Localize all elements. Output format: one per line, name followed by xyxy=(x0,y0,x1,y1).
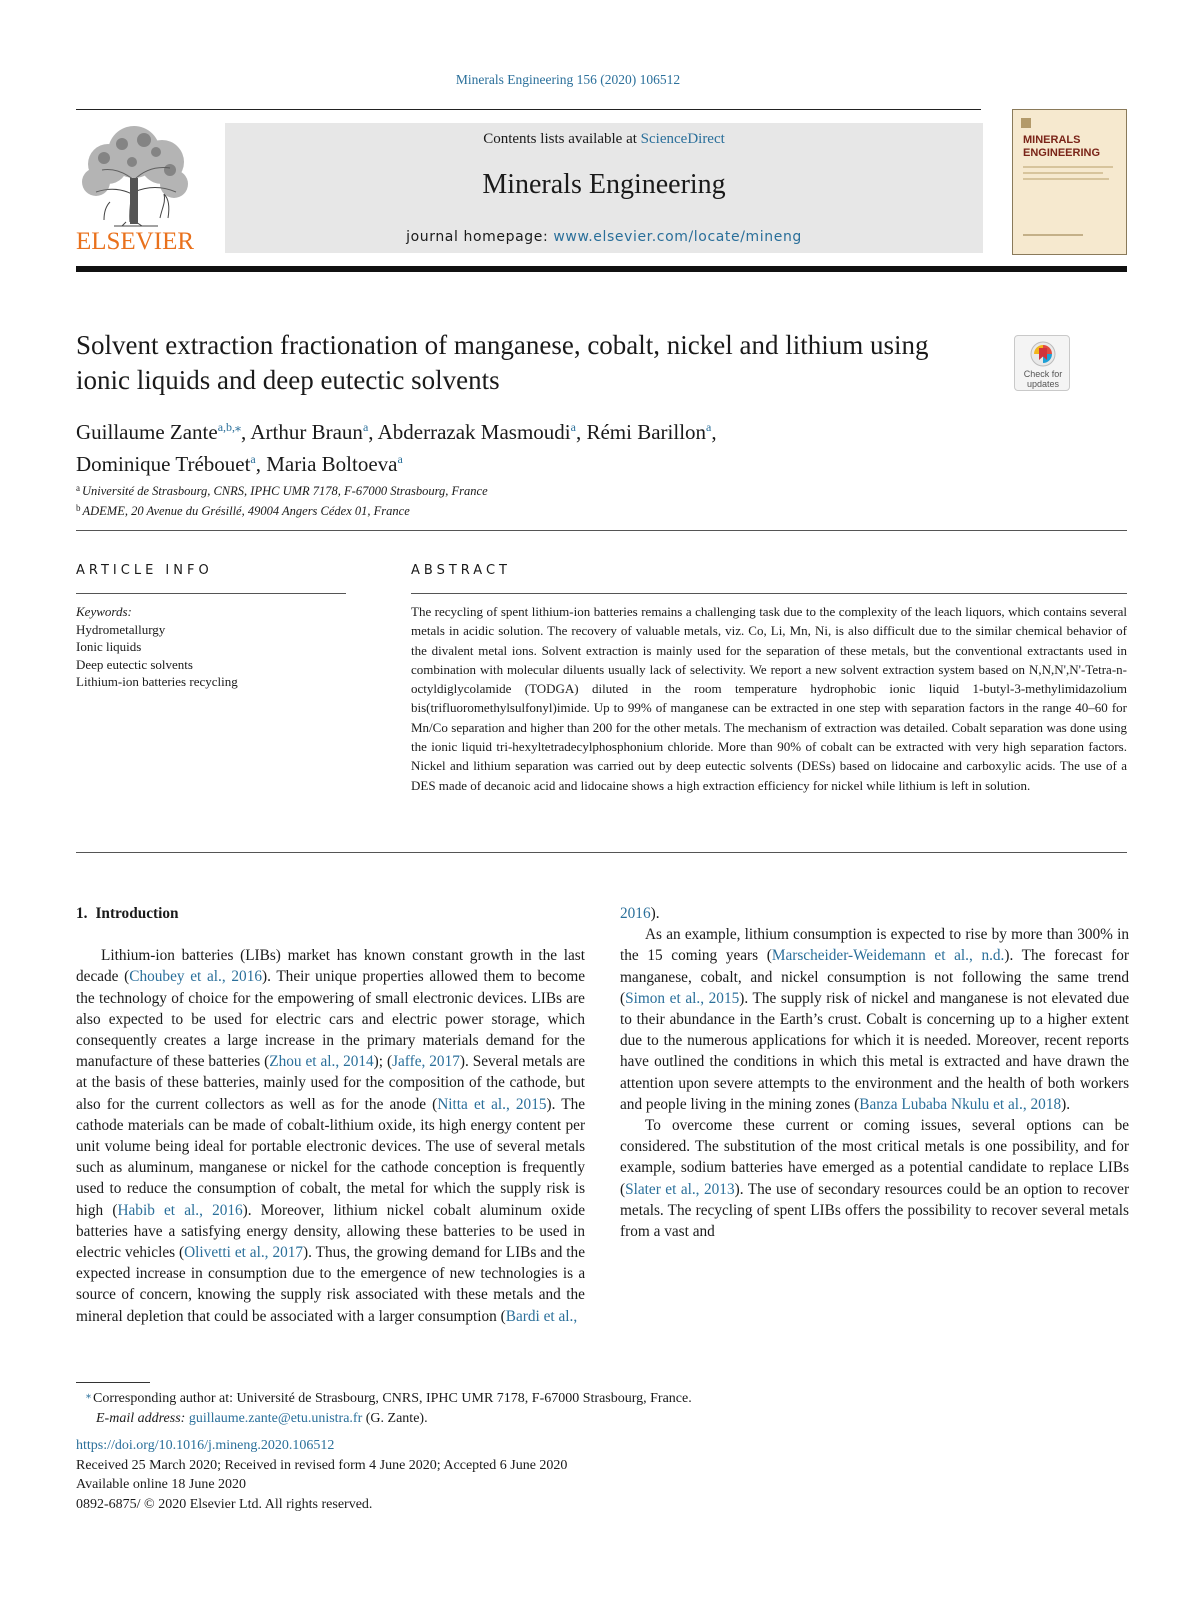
author[interactable]: Rémi Barillon$^a$ xyxy=(586,420,712,444)
affiliation: $^b$ ADEME, 20 Avenue du Grésillé, 49004 Angers Cédex 01, France xyxy=(76,503,410,518)
citation-link[interactable]: 2016 xyxy=(620,905,651,922)
body-text: ). Several metals are at the basis of these batteries, mainly used for the composition of the cathode, but also for the current collectors as well as for the anode ( xyxy=(76,1053,586,1113)
citation-link[interactable]: Habib et al., 2016 xyxy=(117,1201,243,1219)
citation-link[interactable]: Jaffe, 2017 xyxy=(392,1053,460,1071)
author[interactable]: Arthur Braun$^a$ xyxy=(250,420,369,444)
body-paragraph xyxy=(76,945,585,1327)
publication-info xyxy=(76,1436,976,1514)
check-updates-icon xyxy=(1030,341,1056,369)
elsevier-wordmark: ELSEVIER xyxy=(75,228,195,255)
affiliation: $^a$ Université de Strasbourg, CNRS, IPHC UMR 7178, F-67000 Strasbourg, France xyxy=(76,483,488,498)
body-text: ). The use of secondary resources could be an option to recover metals. The recycling of spent LIBs offers the possibility to recover several metals from a vast and xyxy=(620,1180,1130,1241)
email-owner: (G. Zante). xyxy=(365,1410,428,1426)
journal-cover-thumbnail[interactable] xyxy=(1012,109,1127,255)
affiliations xyxy=(76,480,976,520)
keyword: Ionic liquids xyxy=(76,639,142,654)
footnote-email-line xyxy=(76,1409,976,1429)
abstract-text: The recycling of spent lithium-ion batteries remains a challenging task due to the complexity of the leach liquors, which contains several metals in acidic solution. The recovery of valuable metals, viz. Co, Li, Mn, Ni, is also difficult due to the similar chemical behavior of the divalent metal ions. Solvent extraction is mainly used for the separation of these metals, but the conventional extractants used in combination with molecular diluents usually lack of selectivity. We report a new solvent extraction system based on N,N,N',N'-Tetra-n-octyldiglycolamide (TODGA) diluted in the room temperature hydrophobic ionic liquid 1-butyl-3-methylimidazolium bis(trifluoromethylsulfonyl)imide. Up to 99% of manganese can be extracted in one step with separation factors in the range 40–60 for Mn/Co separation and higher than 200 for the other metals. The mechanism of extraction was detailed. Cobalt separation was done using the ionic liquid tri-hexyltetradecylphosphonium chloride. More than 90% of cobalt can be extracted with very high separation factors. Nickel and lithium separation was carried out by deep eutectic solvents (DESs) based on lidocaine and carboxylic acids. The use of a DES made of decanoic acid and lidocaine shows a high extraction efficiency for nickel while lithium is left in solution. xyxy=(411,604,1127,793)
body-text: ). The forecast for manganese, cobalt, and nickel consumption is not following the same trend ( xyxy=(620,947,1130,1007)
citation-link[interactable]: Slater et al., 2013 xyxy=(625,1180,735,1198)
corresponding-author-footnote xyxy=(76,1386,976,1428)
body-column-right xyxy=(620,903,1129,1242)
journal-homepage-link[interactable]: www.elsevier.com/locate/mineng xyxy=(553,229,802,245)
keywords-list xyxy=(76,603,346,691)
section-heading-introduction: 1. Introduction xyxy=(76,905,179,922)
body-text: ). Thus, the growing demand for LIBs and the expected increase in consumption due to the emergence of new technologies is a source of concern, knowing the supply risk associated with these metals and the mineral depletion that could be associated with a larger consumption ( xyxy=(76,1244,586,1325)
author-affiliation-sup: a xyxy=(250,452,256,466)
article-info-heading: ARTICLE INFO xyxy=(76,563,213,578)
masthead-thick-rule xyxy=(76,266,1127,272)
citation-link[interactable]: Banza Lubaba Nkulu et al., 2018 xyxy=(859,1095,1062,1113)
check-for-updates-button[interactable] xyxy=(1014,335,1070,391)
homepage-prefix: journal homepage: xyxy=(406,229,549,245)
body-paragraph xyxy=(620,924,1129,1115)
citation-link[interactable]: Bardi et al., xyxy=(505,1307,578,1325)
citation-link[interactable]: Nitta et al., 2015 xyxy=(437,1095,547,1113)
elsevier-logo xyxy=(74,122,196,256)
author-affiliation-sup: a xyxy=(706,420,712,434)
contents-prefix: Contents lists available at xyxy=(483,131,637,147)
citation-link[interactable]: Zhou et al., 2014 xyxy=(269,1053,374,1071)
keyword: Lithium-ion batteries recycling xyxy=(76,674,238,689)
footnote-marker: ⁎ xyxy=(86,1390,91,1401)
body-text: ). Their unique properties allowed them to become the technology of choice for the empowering of small electronic devices. LIBs are also expected to be used for electric cars and electric power storage, which consequently creates a large increase in the primary materials demand for the manufacture of these batteries ( xyxy=(76,968,586,1071)
author-list: Guillaume Zante$^{a,b,⁎}$, Arthur Braun$^a$, Abderrazak Masmoudi$^a$, Rémi Barillon$^a$, Dominique Trébouet$^a$, Maria Boltoeva$^a$ xyxy=(76,420,717,476)
elsevier-tree-icon xyxy=(74,122,196,256)
cover-line xyxy=(1023,172,1103,174)
body-text: ). The supply risk of nickel and manganese is not elevated due to their abundance in the Earth’s crust. Cobalt is concerning up to a higher extent due to the numerous applications for which it is needed. Moreover, recent reports have outlined the conditions in which this metal is extracted and have drawn the attention upon severe attempts to the environment and the health of both workers and people living in the mining zones ( xyxy=(620,989,1130,1113)
author-email-link[interactable]: guillaume.zante@etu.unistra.fr xyxy=(188,1410,363,1426)
journal-name: Minerals Engineering xyxy=(482,169,726,200)
publication-history: Received 25 March 2020; Received in revised form 4 June 2020; Accepted 6 June 2020 xyxy=(76,1457,568,1473)
keyword: Hydrometallurgy xyxy=(76,621,166,637)
body-text: As an example, lithium consumption is expected to rise by more than 300% in the 15 coming years ( xyxy=(620,926,1130,965)
abstract-heading: ABSTRACT xyxy=(411,563,511,578)
cover-title: MINERALS ENGINEERING xyxy=(1023,134,1101,159)
body-text: ). Moreover, lithium nickel cobalt aluminum oxide batteries have a satisfying energy density, allowing these batteries to be used in electric vehicles ( xyxy=(76,1201,586,1262)
citation-link[interactable]: Olivetti et al., 2017 xyxy=(184,1244,304,1262)
footnote-rule xyxy=(76,1382,150,1383)
footnote-corresponding xyxy=(76,1386,976,1409)
header-rule xyxy=(76,109,981,110)
author-affiliation-sup: a xyxy=(570,420,576,434)
contents-line xyxy=(225,131,983,148)
sciencedirect-link[interactable]: ScienceDirect xyxy=(640,131,725,147)
journal-homepage-line xyxy=(225,229,983,245)
author[interactable]: Maria Boltoeva$^a$ xyxy=(266,452,403,476)
author[interactable]: Guillaume Zante$^{a,b,⁎}$ xyxy=(76,420,242,444)
author-affiliation-sup: a xyxy=(362,420,369,434)
check-updates-label: Check for updates xyxy=(1023,369,1063,389)
author[interactable]: Dominique Trébouet$^a$ xyxy=(76,452,256,476)
keywords-rule xyxy=(76,593,346,594)
keyword: Deep eutectic solvents xyxy=(76,656,193,672)
front-matter-end-rule xyxy=(76,852,1127,853)
copyright: 0892-6875/ © 2020 Elsevier Ltd. All rights reserved. xyxy=(76,1496,373,1512)
footnote-text: Corresponding author at: Université de Strasbourg, CNRS, IPHC UMR 7178, F-67000 Strasbourg, France. xyxy=(93,1391,692,1406)
available-online: Available online 18 June 2020 xyxy=(76,1477,247,1492)
author-affiliation-sup: a,b,⁎ xyxy=(217,420,242,434)
section-rule xyxy=(76,530,1127,531)
cover-emblem-icon xyxy=(1021,118,1031,128)
citation-link[interactable]: Choubey et al., 2016 xyxy=(129,968,262,986)
body-text: Lithium-ion batteries (LIBs) market has known constant growth in the last decade ( xyxy=(76,947,586,986)
keywords-label: Keywords: xyxy=(76,604,132,619)
body-text: ). xyxy=(1061,1095,1071,1113)
body-column-left xyxy=(76,903,585,1327)
body-paragraph xyxy=(620,1115,1129,1242)
cover-line xyxy=(1023,166,1113,168)
journal-citation-link[interactable]: Minerals Engineering 156 (2020) 106512 xyxy=(455,72,681,87)
email-label: E-mail address: xyxy=(96,1410,186,1426)
body-paragraph xyxy=(620,903,1129,924)
article-title: Solvent extraction fractionation of manganese, cobalt, nickel and lithium using ionic liquids and deep eutectic solvents xyxy=(76,330,929,395)
cover-line xyxy=(1023,234,1083,236)
author[interactable]: Abderrazak Masmoudi$^a$ xyxy=(377,420,576,444)
body-text: To overcome these current or coming issues, several options can be considered. The substitution of the most critical metals is one possibility, and for example, sodium batteries have emerged as a potential candidate to replace LIBs ( xyxy=(620,1117,1130,1198)
journal-masthead xyxy=(225,123,983,253)
body-text: ). xyxy=(650,905,660,922)
author-affiliation-sup: a xyxy=(397,452,403,466)
body-text: ); ( xyxy=(373,1053,393,1071)
citation-link[interactable]: Simon et al., 2015 xyxy=(625,989,740,1007)
body-text: ). The cathode materials can be made of cobalt-lithium oxide, its high energy content per unit volume being ideal for portable electronic devices. The use of several metals such as aluminum, manganese or nickel for the cathode conception is frequently used to reduce the consumption of cobalt, the metal for which the supply risk is high ( xyxy=(76,1095,586,1219)
citation-link[interactable]: Marscheider-Weidemann et al., n.d. xyxy=(771,947,1005,965)
abstract-rule xyxy=(411,593,1127,594)
doi-link[interactable]: https://doi.org/10.1016/j.mineng.2020.106512 xyxy=(76,1438,335,1453)
cover-line xyxy=(1023,178,1109,180)
